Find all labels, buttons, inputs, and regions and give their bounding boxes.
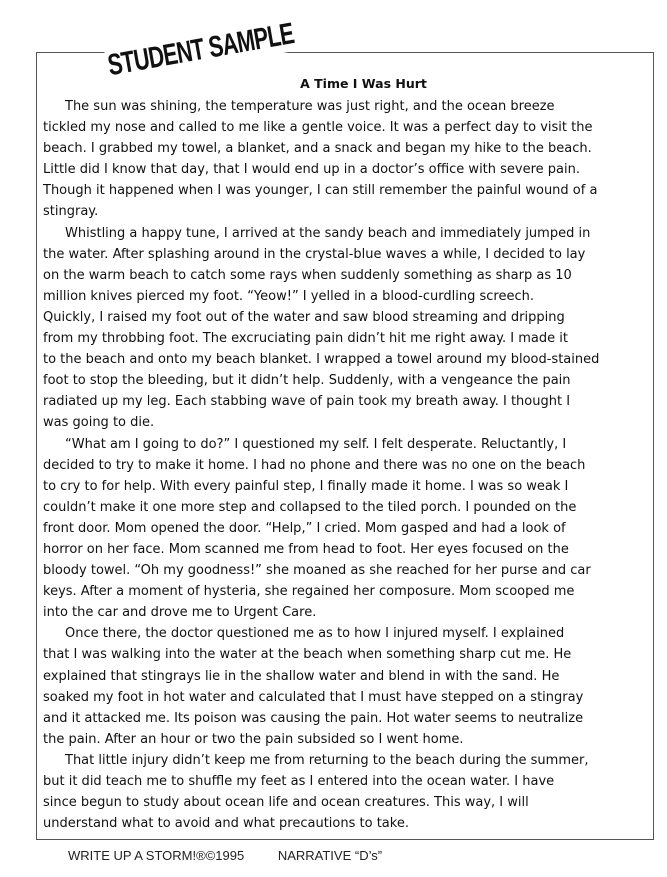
text-line: beach. I grabbed my towel, a blanket, and a snack and began my hike to the beach. <box>43 141 592 157</box>
text-line: the water. After splashing around in the crystal-blue waves a while, I decided to lay <box>43 246 586 262</box>
text-line: couldn’t make it one more step and collapsed to the tiled porch. I pounded on the <box>43 499 577 515</box>
text-line: was going to die. <box>43 415 155 431</box>
footer-category: NARRATIVE “D’s” <box>277 848 383 863</box>
text-line: front door. Mom opened the door. “Help,” I cried. Mom gasped and had a look of <box>43 520 566 536</box>
text-line: horror on her face. Mom scanned me from head to foot. Her eyes focused on the <box>43 541 569 557</box>
text-line: Though it happened when I was younger, I can still remember the painful wound of a <box>43 183 598 199</box>
essay-body <box>43 96 599 834</box>
text-line: on the warm beach to catch some rays when suddenly something as sharp as 10 <box>43 267 572 283</box>
paragraph <box>43 434 599 624</box>
text-line: to the beach and onto my beach blanket. I wrapped a towel around my blood-stained <box>43 352 600 368</box>
text-line: million knives pierced my foot. “Yeow!” I yelled in a blood-curdling screech. <box>43 288 534 304</box>
text-line: Little did I know that day, that I would end up in a doctor’s office with severe pain. <box>43 162 580 178</box>
paragraph <box>43 223 599 434</box>
text-line: stingray. <box>43 204 99 220</box>
text-line: Once there, the doctor questioned me as to how I injured myself. I explained <box>65 626 565 642</box>
text-line: Whistling a happy tune, I arrived at the sandy beach and immediately jumped in <box>65 225 591 241</box>
text-line: radiated up my leg. Each stabbing wave of pain took my breath away. I thought I <box>43 394 571 410</box>
text-line: since begun to study about ocean life and ocean creatures. This way, I will <box>43 795 529 811</box>
text-line: foot to stop the bleeding, but it didn’t help. Suddenly, with a vengeance the pain <box>43 373 571 389</box>
footer-copyright: WRITE UP A STORM!®©1995 <box>68 848 245 863</box>
text-line: from my throbbing foot. The excruciating pain didn’t hit me right away. I made it <box>43 331 568 347</box>
essay-title: A Time I Was Hurt <box>300 76 427 91</box>
text-line: bloody towel. “Oh my goodness!” she moaned as she reached for her purse and car <box>43 563 591 579</box>
text-line: That little injury didn’t keep me from returning to the beach during the summer, <box>65 752 589 768</box>
paragraph <box>43 623 599 750</box>
footer <box>68 848 382 863</box>
text-line: tickled my nose and called to me like a gentle voice. It was a perfect day to visit the <box>43 120 593 136</box>
text-line: understand what to avoid and what precautions to take. <box>43 816 409 832</box>
text-line: Quickly, I raised my foot out of the water and saw blood streaming and dripping <box>43 309 565 325</box>
text-line: decided to try to make it home. I had no phone and there was no one on the beach <box>43 457 586 473</box>
text-line: that I was walking into the water at the beach when something sharp cut me. He <box>43 647 572 663</box>
text-line: the pain. After an hour or two the pain subsided so I went home. <box>43 731 464 747</box>
text-line: and it attacked me. Its poison was causing the pain. Hot water seems to neutralize <box>43 710 584 726</box>
text-line: but it did teach me to shuffle my feet as I entered into the ocean water. I have <box>43 774 555 789</box>
text-line: “What am I going to do?” I questioned my self. I felt desperate. Reluctantly, I <box>65 436 567 452</box>
text-line: to cry to for help. With every painful step, I finally made it home. I was so weak I <box>43 478 569 494</box>
text-line: explained that stingrays lie in the shallow water and blend in with the sand. He <box>43 668 560 684</box>
text-line: soaked my foot in hot water and calculated that I must have stepped on a stingray <box>43 689 584 705</box>
text-line: The sun was shining, the temperature was just right, and the ocean breeze <box>65 99 555 114</box>
paragraph <box>43 96 599 223</box>
student-sample-stamp: STUDENT SAMPLE <box>105 17 297 83</box>
paragraph <box>43 750 599 834</box>
text-line: keys. After a moment of hysteria, she regained her composure. Mom scooped me <box>43 584 575 600</box>
text-line: into the car and drove me to Urgent Care. <box>43 605 317 621</box>
